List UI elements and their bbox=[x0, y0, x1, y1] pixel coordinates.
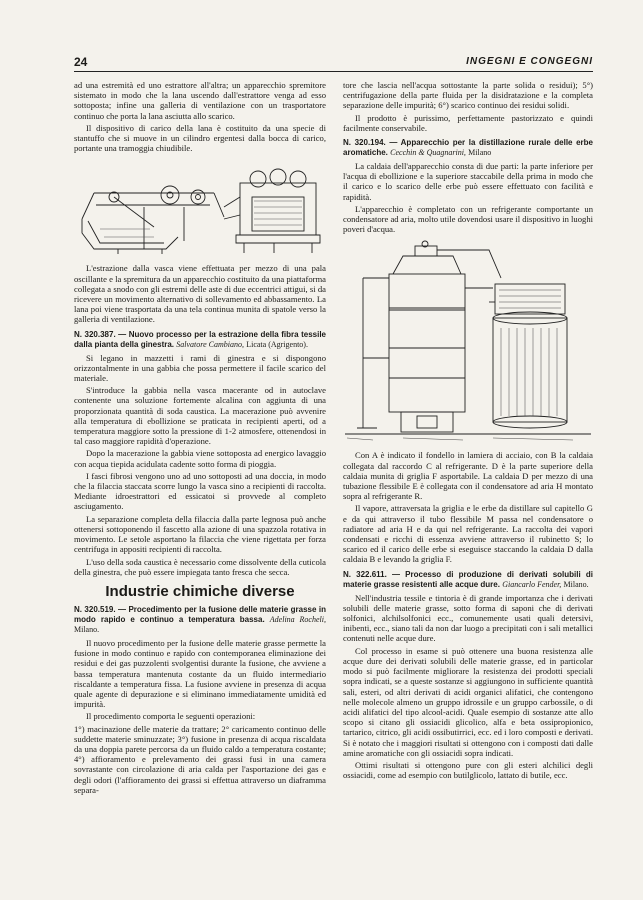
paragraph: Dopo la macerazione la gabbia viene sottoposta ad energico lavaggio con acqua tiepida acidulata cadente sotto forma di pioggia. bbox=[74, 448, 326, 469]
patent-title: N. 320.194. — Apparecchio per la distillazione rurale delle erbe aromatiche. bbox=[343, 138, 593, 158]
paragraph: Ottimi risultati si ottengono pure con gli esteri alchilici degli ossiacidi, come ad esempio con butilglicolo, lattato di butile, ecc. bbox=[343, 759, 593, 781]
paragraph: La caldaia dell'apparecchio consta di due parti: la parte inferiore per l'acqua di ebollizione e la superiore staccabile della prima in modo che il carico e lo scarico delle erbe può essere effettuato con facilità e rapidità. bbox=[343, 161, 593, 202]
paragraph: Si legano in mazzetti i rami di ginestra e si dispongono orizzontalmente in una gabbia che possa permettere il facile scarico del materiale. bbox=[74, 352, 326, 384]
wool-machine-figure bbox=[74, 157, 326, 257]
paragraph: Il prodotto è purissimo, perfettamente pastorizzato e quindi facilmente conservabile. bbox=[343, 112, 593, 133]
patent-city: Milano. bbox=[74, 624, 100, 634]
left-column bbox=[74, 80, 326, 797]
paragraph: Il vapore, attraversata la griglia e le erbe da distillare sul capitello G e da qui attraverso il tubo flessibile M passa nel condensatore o radiatore ad aria H e da qui nel refrigerante. La raccolta dei vapori condensati e ricchi di essenza avviene attraverso il rubinetto S; lo scarico ed il carico delle erbe si eseguisce staccando la caldaia D dalla caldaia B e levando la griglia F. bbox=[343, 503, 593, 565]
patent-author: Giancarlo Fender, bbox=[502, 579, 562, 589]
paragraph: Il procedimento comporta le seguenti operazioni: bbox=[86, 711, 256, 722]
paragraph: L'estrazione dalla vasca viene effettuata per mezzo di una pala oscillante e la spremitura da un apparecchio costituito da una piattaforma collegata a snodo con gli estremi delle aste di due eccentrici attigui, si da ricevere un movimento alternativo di sollevamento ed abbassamento. La lana poi viene trasportata da una tela continua munita di spatole verso la galleria di ventilazione. bbox=[74, 263, 326, 325]
paragraph: 1°) macinazione delle materie da trattare; 2° caricamento continuo delle suddette materie sminuzzate; 3°) fusione in presenza di acqua riscaldata da una doppia parete percorsa da un fluido caldo a temperatura costante; 4°) affioramento e prelevamento dei grassi fusi in una camera sovrastante con circolazione di aria calda per l'asportazione dei gas e degli odori (l'affioramento dei grassi si effettua attraverso un diaframma separa- bbox=[74, 723, 326, 795]
patent-title: N. 320.519. — Procedimento per la fusione delle materie grasse in modo rapido e continuo a temperatura bassa. bbox=[74, 604, 326, 624]
paragraph: Nell'industria tessile e tintoria è di grande importanza che i derivati solubili delle materie grasse, sotto forma di saponi che di derivati solfonici, alchilsolfonici ecc., comunemente usati quali detersivi, inibenti, ecc., siano tali da non dar luogo a precipitati con i sali metallici contenuti nelle acque dure. bbox=[343, 592, 593, 644]
patent-author: Adelina Rocheli, bbox=[269, 614, 326, 624]
patent-heading bbox=[74, 605, 326, 635]
paragraph: tore che lascia nell'acqua sottostante la parte solida o residui); 5°) centrifugazione della parte fluida per la disidratazione e la completa separazione delle impurità; 6°) scarico continuo dei residui solidi. bbox=[343, 80, 593, 111]
patent-city: Milano bbox=[468, 148, 492, 158]
section-title: Industrie chimiche diverse bbox=[105, 582, 295, 600]
patent-title: N. 322.611. — Processo di produzione di derivati solubili di materie grasse resistenti alle acque dure. bbox=[343, 569, 593, 589]
patent-city: Milano. bbox=[563, 579, 589, 589]
paragraph: L'apparecchio è completato con un refrigerante comportante un condensatore ad aria, molto utile dovendosi usare il dispositivo in luoghi poveri d'acqua. bbox=[343, 203, 593, 235]
paragraph: ad una estremità ed uno estrattore all'altra; un apparecchio spremitore sistemato in modo che la lana uscendo dall'estrattore venga ad esso sottoposta; infine una galleria di ventilazione con un trasportatore continuo che porta la lana asciutta allo scarico. bbox=[74, 80, 326, 121]
paragraph: Con A è indicato il fondello in lamiera di acciaio, con B la caldaia collegata dal raccordo C al refrigerante. D è la parte superiore della caldaia munita di griglia F asportabile. La caldaia D per mezzo di una tubazione flessibile E è collegata con il condensatore ad aria H montato sopra al refrigerante R. bbox=[343, 450, 593, 502]
wool-machine-drawing bbox=[74, 157, 326, 257]
patent-title: N. 320.387. — Nuovo processo per la estrazione della fibra tessile dalla pianta della ginestra. bbox=[74, 329, 326, 349]
paragraph: Il dispositivo di carico della lana è costituito da una specie di stantuffo che si muove in un cilindro ergentesi dalla bocca di carico, portante una tramoggia chiudibile. bbox=[74, 122, 326, 154]
paragraph: L'uso della soda caustica è necessario come dissolvente della cuticola della ginestra, che può essere impiegata tanto fresca che secca. bbox=[74, 556, 326, 577]
patent-author: Salvatore Cambiano, bbox=[176, 339, 244, 349]
patent-heading bbox=[343, 138, 593, 158]
distillation-apparatus-figure bbox=[343, 238, 593, 444]
paragraph: Il nuovo procedimento per la fusione delle materie grasse permette la fusione in modo continuo e rapido con contemporanea eliminazione dei residui e dei gas puzzolenti svolgentisi durante la fusione, che avviene a bassa temperatura mantenuta costante da un fluido intermediario riscaldante a temperatura fissa. La fusione avviene in presenza di acqua quale agente di depurazione e si eliminano immediatamente umidità ed impurità. bbox=[74, 637, 326, 710]
paragraph: Col processo in esame si può ottenere una buona resistenza alle acque dure dei derivati solubili delle materie grasse, ed in particolar modo si può facilmente migliorare la resistenza dei prodotti speciali sopra indicati, se a queste sostanze si aggiungono in sufficiente quantità sali, esteri, od altri derivati di acidi organici alifatici, che contengono nelle molecole almeno un gruppo idrossile e un gruppo carbossile, o di acidi alifatici del tipo alcool-acidi. Quale esempio di sostanze atte allo scopo si citano gli ossiacidi glicolico, alfa e beta ossipropionico, tartarico, citrico, gli acidi ossibutirrici, ecc. ed i loro composti e derivati. Si è notato che i maggiori risultati si ottengono con i composti dati dalle amine aromatiche con gli ossiacidi sopra indicati. bbox=[343, 645, 593, 758]
patent-author: Cecchin & Quagnarini, bbox=[390, 148, 466, 158]
patent-heading bbox=[74, 330, 326, 350]
page-number: 24 bbox=[74, 55, 88, 69]
right-column bbox=[343, 80, 593, 782]
page-header bbox=[74, 57, 593, 72]
paragraph: S'introduce la gabbia nella vasca macerante od in autoclave contenente una soluzione fortemente alcalina con aggiunta di una proporzionata quantità di soda caustica. La macerazione può avvenire alla temperatura di ebollizione se praticata in recipienti aperti, od a temperatura maggiore sotto la pressione di 1-2 atmosfere, ottenendosi in tal caso maggiore rapidità d'operazione. bbox=[74, 385, 326, 447]
paragraph: La separazione completa della filaccia dalla parte legnosa può anche ottenersi sottoponendo il fascetto alla azione di una spazzola rotativa in movimento. Le setole asportano la filaccia che viene rigettata per forza centrifuga in appositi recipienti di raccolta. bbox=[74, 513, 326, 555]
paragraph: I fasci fibrosi vengono uno ad uno sottoposti ad una doccia, in modo che la filaccia staccata scorre lungo la vasca sino a recipienti di raccolta. Mediante idroestrattori ed essicatoi si provvede al completo asciugamento. bbox=[74, 470, 326, 512]
patent-city: Licata (Agrigento). bbox=[246, 339, 308, 349]
patent-heading bbox=[343, 570, 593, 590]
journal-title: INGEGNI E CONGEGNI bbox=[466, 56, 593, 67]
distillation-apparatus-drawing bbox=[343, 238, 593, 444]
